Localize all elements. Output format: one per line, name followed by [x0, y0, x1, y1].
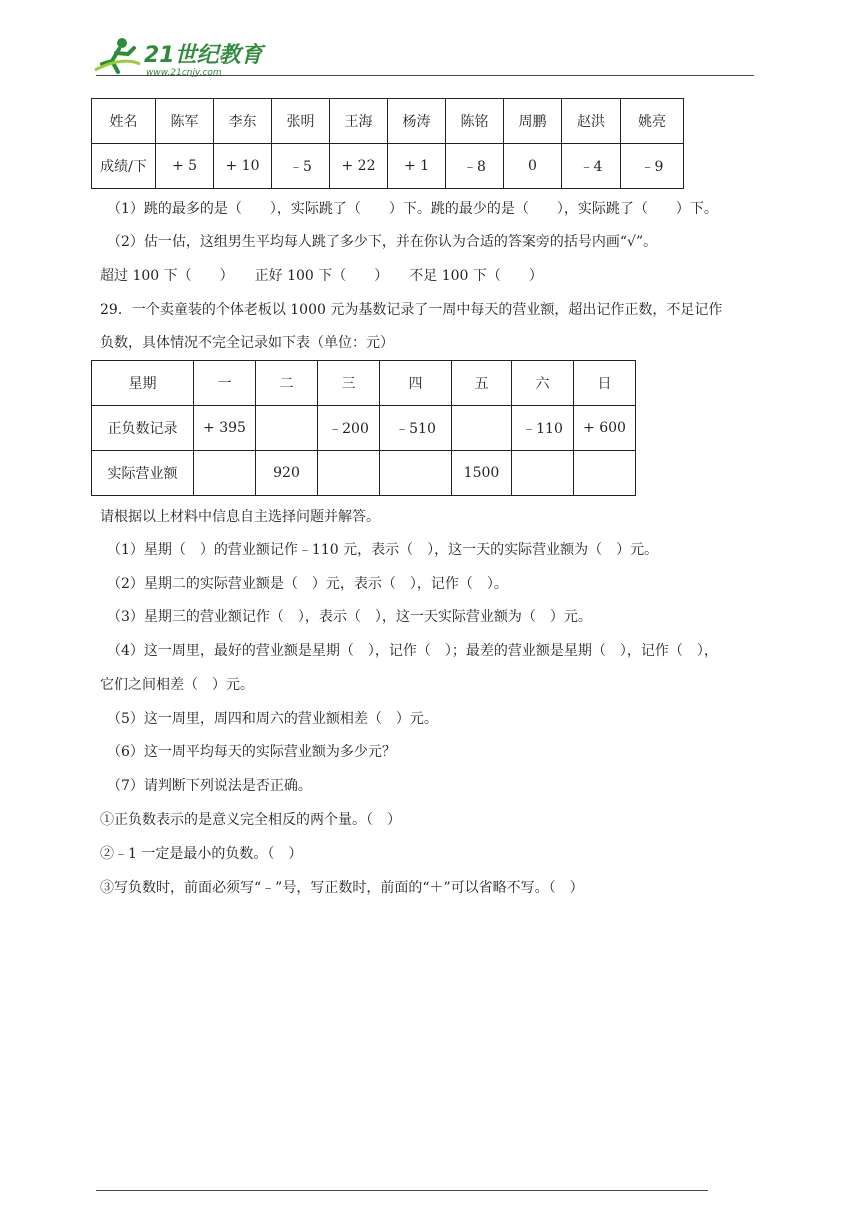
- table-row: [92, 451, 636, 496]
- table-cell: 周鹏: [504, 99, 562, 144]
- q29-sub3: （3）星期三的营业额记作（ ），表示（ ），这一天实际营业额为（ ）元。: [107, 609, 592, 625]
- table-cell: [318, 451, 380, 496]
- site-logo: [92, 34, 267, 78]
- table-cell: 正负数记录: [92, 406, 194, 451]
- q29-instruction: 请根据以上材料中信息自主选择问题并解答。: [100, 509, 380, 525]
- logo-text: 21世纪教育: [144, 43, 263, 68]
- table-cell: 一: [194, 361, 256, 406]
- table-cell: [574, 451, 636, 496]
- table-cell: [452, 406, 512, 451]
- table-cell: 陈铭: [446, 99, 504, 144]
- q28-options: 超过 100 下（ ） 正好 100 下（ ） 不足 100 下（ ）: [100, 268, 543, 284]
- table-cell: 姚亮: [621, 99, 684, 144]
- table-cell: ﹣9: [621, 144, 684, 189]
- q29-sub1: （1）星期（ ）的营业额记作﹣110 元，表示（ ），这一天的实际营业额为（ ）元。: [107, 542, 659, 558]
- table-cell: 陈军: [156, 99, 214, 144]
- q29-sub5: （5）这一周里，周四和周六的营业额相差（ ）元。: [107, 711, 438, 727]
- runner-icon: [95, 38, 140, 72]
- jump-score-table: [91, 98, 684, 189]
- q29-intro-line1: 29．一个卖童装的个体老板以 1000 元为基数记录了一周中每天的营业额，超出记作正数，不足记作: [100, 302, 723, 318]
- table-row: [92, 406, 636, 451]
- table-cell: 李东: [214, 99, 272, 144]
- table-row: [92, 144, 684, 189]
- table-cell: ﹣5: [272, 144, 330, 189]
- table-cell: [512, 451, 574, 496]
- table-cell: 五: [452, 361, 512, 406]
- table-cell: + 600: [574, 406, 636, 451]
- q29-judge1: ①正负数表示的是意义完全相反的两个量。（ ）: [100, 812, 401, 828]
- table-cell: + 1: [388, 144, 446, 189]
- footer-divider: [96, 1190, 708, 1191]
- table-cell: 姓名: [92, 99, 156, 144]
- table-cell: + 395: [194, 406, 256, 451]
- table-cell: 成绩/下: [92, 144, 156, 189]
- table-cell: 六: [512, 361, 574, 406]
- table-cell: 实际营业额: [92, 451, 194, 496]
- header-divider: [96, 75, 754, 76]
- table-cell: + 10: [214, 144, 272, 189]
- table-cell: [194, 451, 256, 496]
- table-cell: 杨涛: [388, 99, 446, 144]
- table-cell: 0: [504, 144, 562, 189]
- q29-intro-line2: 负数，具体情况不完全记录如下表（单位：元）: [100, 335, 394, 351]
- weekly-sales-table: [91, 360, 636, 496]
- table-cell: [380, 451, 452, 496]
- table-row: [92, 99, 684, 144]
- table-cell: ﹣8: [446, 144, 504, 189]
- q29-judge2: ②﹣1 一定是最小的负数。（ ）: [100, 846, 303, 862]
- q29-sub4-line2: 它们之间相差（ ）元。: [100, 677, 254, 693]
- table-cell: 二: [256, 361, 318, 406]
- table-cell: 张明: [272, 99, 330, 144]
- q29-judge3: ③写负数时，前面必须写“﹣”号，写正数时，前面的“＋”可以省略不写。（ ）: [100, 880, 584, 896]
- table-cell: 星期: [92, 361, 194, 406]
- table-cell: 四: [380, 361, 452, 406]
- q29-sub2: （2）星期二的实际营业额是（ ）元，表示（ ），记作（ ）。: [107, 576, 508, 592]
- q29-sub7: （7）请判断下列说法是否正确。: [107, 778, 312, 794]
- table-cell: 三: [318, 361, 380, 406]
- table-cell: + 5: [156, 144, 214, 189]
- table-cell: 王海: [330, 99, 388, 144]
- logo-url-text: www.21cnjy.com: [146, 68, 222, 78]
- q28-part1: （1）跳的最多的是（ ），实际跳了（ ）下。跳的最少的是（ ），实际跳了（ ）下。: [107, 201, 718, 217]
- table-cell: 1500: [452, 451, 512, 496]
- q29-sub6: （6）这一周平均每天的实际营业额为多少元？: [107, 744, 396, 760]
- table-cell: 赵洪: [562, 99, 621, 144]
- q29-sub4-line1: （4）这一周里，最好的营业额是星期（ ），记作（ ）；最差的营业额是星期（ ），记作（ ），: [107, 643, 718, 659]
- table-cell: [256, 406, 318, 451]
- table-cell: ﹣110: [512, 406, 574, 451]
- table-cell: + 22: [330, 144, 388, 189]
- table-cell: ﹣4: [562, 144, 621, 189]
- table-cell: 920: [256, 451, 318, 496]
- table-row: [92, 361, 636, 406]
- q28-part2: （2）估一估，这组男生平均每人跳了多少下，并在你认为合适的答案旁的括号内画“√”。: [107, 234, 658, 250]
- table-cell: ﹣510: [380, 406, 452, 451]
- table-cell: 日: [574, 361, 636, 406]
- table-cell: ﹣200: [318, 406, 380, 451]
